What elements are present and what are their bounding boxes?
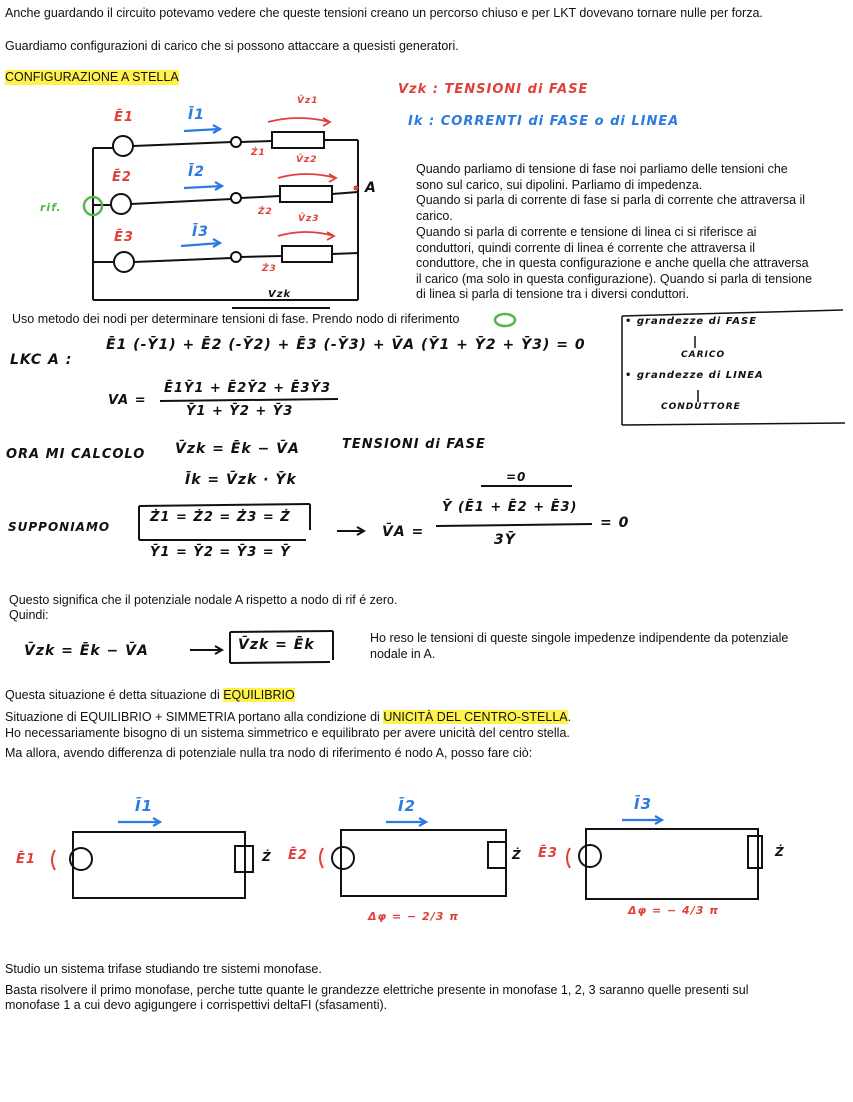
mono-source-1: Ē1 [16, 852, 36, 867]
equilibrio-highlight: EQUILIBRIO [223, 688, 295, 702]
voltage-label-2: V̄z2 [296, 155, 318, 165]
va2-label: V̄A = [382, 524, 425, 540]
mono-z-3: Ż [775, 845, 785, 859]
explanation-line: sono sul carico, sui dipolini. Parliamo di impedenza. [416, 178, 703, 192]
mono-phase-2: Δφ = − 2/3 π [368, 910, 459, 923]
vzk-bottom-label: Vzk [268, 289, 292, 300]
closing-line-1: Studio un sistema trifase studiando tre sistemi monofase. [5, 962, 322, 976]
mono-current-2: Ī2 [398, 797, 417, 815]
node-a-label: A [365, 180, 377, 196]
source-3 [114, 252, 134, 272]
equilibrio-line2-suffix: . [567, 710, 572, 724]
mono-source-3: Ē3 [538, 846, 558, 861]
va2-numerator: Ȳ (Ē1 + Ē2 + Ē3) [442, 500, 578, 515]
equilibrio-line-1 [5, 688, 295, 703]
box-item-1-sub: CARICO [681, 350, 726, 360]
explanation-line: di linea si parla di tensione tra i diversi conduttori. [416, 287, 690, 301]
voltage-label-1: V̄z1 [297, 96, 319, 106]
mono-z-1: Ż [262, 850, 272, 864]
impedance-2 [280, 186, 332, 202]
explanation-line: conduttore, che in questa configurazione e anche quella che attraversa [416, 256, 809, 270]
mono-current-3: Ī3 [634, 795, 653, 813]
explanation-line: Quando si parla di corrente e tensione di linea ci si riferisce ai [416, 225, 757, 239]
tensioni-fase-label: TENSIONI di FASE [342, 437, 486, 452]
y-equal: Ȳ1 = Ȳ2 = Ȳ3 = Ȳ [150, 545, 291, 560]
impedance-label-1: Ż1 [251, 148, 266, 158]
equilibrio-line-2 [5, 710, 571, 725]
intro-line-2: Guardiamo configurazioni di carico che si possono attaccare a quesisti generatori. [5, 39, 459, 53]
nodes-method-text: Uso metodo dei nodi per determinare tensioni di fase. Prendo nodo di riferimento [12, 312, 460, 326]
current-label-1: Ī1 [188, 107, 205, 123]
lkc-equation: Ē1 (-Ȳ1) + Ē2 (-Ȳ2) + Ē3 (-Ȳ3) + V̄A (Ȳ1 + Ȳ2 + Ȳ3) = 0 [106, 337, 586, 353]
intro-line-1: Anche guardando il circuito potevamo vedere che queste tensioni creano un percorso chiuso e per LKT dovevano tornare nulle per forza. [5, 6, 763, 20]
source-1 [113, 136, 133, 156]
mono-source-2: Ē2 [288, 848, 308, 863]
lkc-label: LKC A : [10, 352, 73, 368]
ref-label: rif. [40, 201, 62, 214]
ik-equation: Īk = V̄zk · Ȳk [185, 472, 297, 488]
ora-label: ORA MI CALCOLO [6, 447, 146, 462]
current-label-2: Ī2 [188, 164, 205, 180]
eq-zero-top: =0 [506, 470, 527, 484]
mono-circuit-1 [73, 832, 245, 898]
impedance-1 [272, 132, 324, 148]
reference-symbol [495, 314, 515, 326]
def-currents: Ik : CORRENTI di FASE o di LINEA [408, 114, 680, 129]
va-label: VA = [108, 393, 147, 408]
explanation-line: conduttori, quindi corrente di linea é corrente che attraversa il [416, 241, 756, 255]
def-phase-voltage: Vzk : TENSIONI di FASE [398, 82, 589, 97]
mono-phase-3: Δφ = − 4/3 π [628, 904, 719, 917]
quindi-lhs: V̄zk = Ēk − V̄A [24, 643, 149, 659]
va-denominator: Ȳ1 + Ȳ2 + Ȳ3 [186, 404, 294, 419]
va2-denominator: 3Ȳ [494, 532, 516, 548]
source-label-2: Ē2 [112, 170, 132, 185]
centro-stella-highlight: UNICITÀ DEL CENTRO-STELLA [383, 710, 568, 724]
closing-line-3: monofase 1 a cui devo agigungere i corrispettivi deltaFI (sfasamenti). [5, 998, 388, 1012]
box-item-2: • grandezze di LINEA [625, 370, 764, 381]
va2-result: = 0 [600, 515, 630, 531]
voltage-label-3: V̄z3 [298, 214, 320, 224]
source-2 [111, 194, 131, 214]
mono-circuit-3 [586, 829, 758, 899]
explanation-line: carico. [416, 209, 453, 223]
meaning-line-2: Quindi: [9, 608, 49, 622]
box-item-2-sub: CONDUTTORE [661, 402, 741, 412]
reso-line-2: nodale in A. [370, 647, 436, 661]
equilibrio-line-3: Ho necessariamente bisogno di un sistema simmetrico e equilibrato per avere unicità del centro stella. [5, 726, 570, 740]
mono-circuit-2 [341, 830, 506, 896]
section-title: CONFIGURAZIONE A STELLA [5, 70, 179, 84]
explanation-line: Quando si parla di corrente di fase si parla di corrente che attraversa il [416, 193, 806, 207]
mono-z-2: Ż [512, 848, 522, 862]
impedance-label-2: Ż2 [258, 207, 273, 217]
source-label-3: Ē3 [114, 230, 134, 245]
meaning-line-1: Questo significa che il potenziale nodale A rispetto a nodo di rif é zero. [9, 593, 398, 607]
closing-line-2: Basta risolvere il primo monofase, perche tutte quante le grandezze elettriche presente in monofase 1, 2, 3 saranno quelle presenti sul [5, 983, 749, 997]
z-equal: Ż1 = Ż2 = Ż3 = Ż [150, 510, 291, 525]
equilibrio-prefix: Questa situazione é detta situazione di [5, 688, 224, 702]
source-label-1: Ē1 [114, 110, 134, 125]
impedance-3 [282, 246, 332, 262]
equilibrio-line-4: Ma allora, avendo differenza di potenziale nulla tra nodo di riferimento é nodo A, posso fare ciò: [5, 746, 533, 760]
explanation-line: Quando parliamo di tensione di fase noi parliamo delle tensioni che [416, 162, 788, 176]
explanation-line: il carico (ma solo in questa configurazione). Quando si parla di tensione [416, 272, 813, 286]
supponiamo-label: SUPPONIAMO [8, 520, 111, 534]
reso-line-1: Ho reso le tensioni di queste singole impedenze indipendente da potenziale [370, 631, 789, 645]
mono-current-1: Ī1 [135, 797, 154, 815]
vzk-equation: V̄zk = Ēk − V̄A [175, 441, 300, 457]
box-item-1: • grandezze di FASE [625, 316, 758, 327]
current-label-3: Ī3 [192, 224, 209, 240]
va-numerator: Ē1Ȳ1 + Ē2Ȳ2 + Ē3Ȳ3 [164, 381, 332, 396]
impedance-label-3: Ż3 [262, 264, 277, 274]
quindi-boxed: V̄zk = Ēk [238, 637, 315, 653]
equilibrio-line2-prefix: Situazione di EQUILIBRIO + SIMMETRIA portano alla condizione di [5, 710, 384, 724]
